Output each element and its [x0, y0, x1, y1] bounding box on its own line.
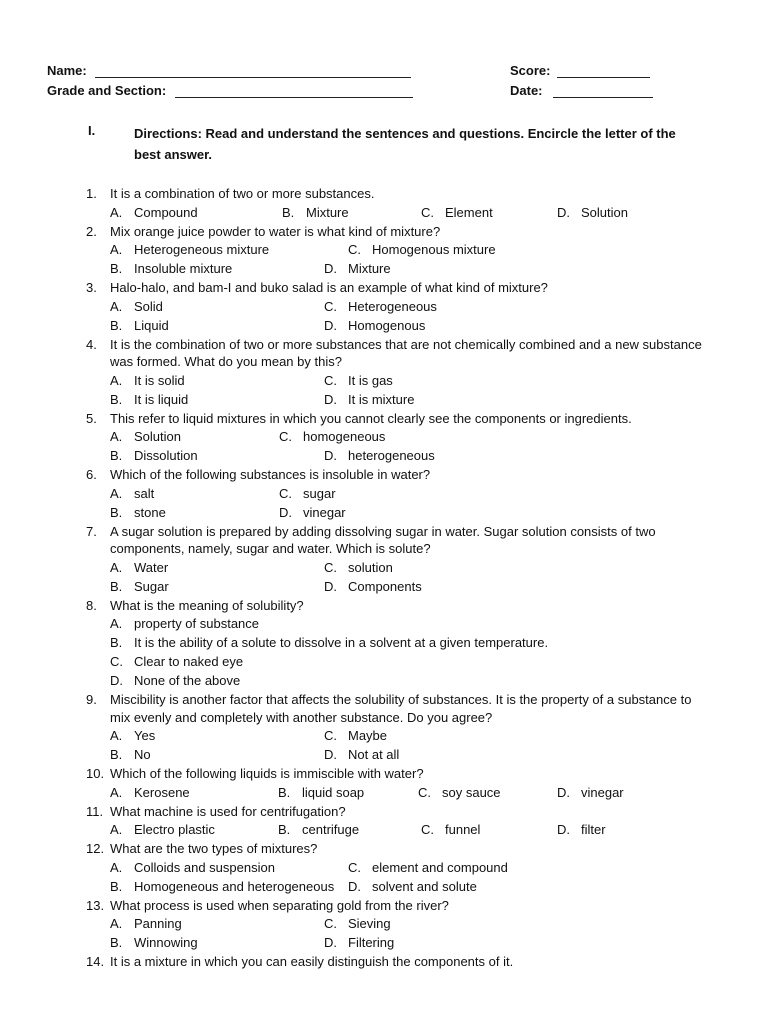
option-letter: D.: [324, 448, 337, 463]
question-text: Miscibility is another factor that affects the solubility of substances. It is the property of a substance to mix evenly and completely with another substance. Do you agree?: [110, 692, 692, 725]
answer-option[interactable]: [278, 820, 359, 839]
question-number: 10.: [86, 766, 105, 781]
question-item: [86, 765, 706, 802]
option-text: Maybe: [348, 728, 388, 743]
question-number: 9.: [86, 692, 97, 707]
option-text: Heterogeneous: [348, 298, 437, 314]
option-letter: B.: [110, 878, 123, 894]
option-row: [86, 633, 706, 652]
answer-option[interactable]: [421, 203, 493, 222]
question-stem: [86, 803, 706, 821]
answer-option[interactable]: [110, 933, 198, 952]
question-number: 3.: [86, 280, 97, 295]
answer-option[interactable]: [282, 203, 349, 222]
option-row: [86, 726, 706, 745]
option-text: vinegar: [303, 504, 346, 520]
option-letter: D.: [324, 317, 337, 333]
answer-option[interactable]: [324, 558, 393, 577]
question-stem: [86, 765, 706, 783]
option-text: property of substance: [134, 616, 260, 631]
option-letter: D.: [324, 578, 337, 594]
option-text: Electro plastic: [134, 822, 215, 837]
question-text: What machine is used for centrifugation?: [110, 803, 346, 819]
option-row: [86, 858, 706, 877]
answer-option[interactable]: [324, 745, 399, 764]
option-row: [86, 877, 706, 896]
question-item: [86, 185, 706, 222]
option-text: element and compound: [372, 859, 508, 875]
option-letter: D.: [324, 747, 337, 762]
answer-option[interactable]: [279, 427, 385, 446]
answer-option[interactable]: [110, 240, 269, 259]
answer-option[interactable]: [421, 820, 480, 839]
option-letter: C.: [279, 485, 292, 501]
option-letter: A.: [110, 242, 123, 257]
option-text: Not at all: [348, 747, 400, 762]
option-text: Compound: [134, 204, 198, 220]
option-text: liquid soap: [302, 784, 365, 800]
option-letter: D.: [110, 673, 123, 688]
grade-section-label: Grade and Section:: [47, 83, 167, 98]
option-letter: C.: [324, 916, 337, 931]
option-text: sugar: [303, 485, 336, 501]
option-text: It is mixture: [348, 391, 415, 407]
question-item: [86, 279, 706, 335]
option-letter: B.: [278, 822, 291, 837]
question-stem: [86, 597, 706, 615]
question-item: [86, 803, 706, 840]
answer-option[interactable]: [110, 203, 198, 222]
option-letter: D.: [324, 261, 337, 276]
answer-option[interactable]: [110, 914, 182, 933]
option-letter: C.: [324, 298, 337, 314]
option-text: Panning: [134, 916, 182, 931]
question-number: 7.: [86, 523, 97, 539]
option-letter: B.: [278, 784, 291, 800]
answer-option[interactable]: [557, 203, 628, 222]
answer-option[interactable]: [110, 820, 215, 839]
answer-option[interactable]: [110, 503, 166, 522]
answer-option[interactable]: [110, 633, 548, 652]
answer-option[interactable]: [110, 783, 190, 802]
option-row: [86, 614, 706, 633]
question-number: 5.: [86, 410, 97, 426]
question-text: Which of the following liquids is immiscible with water?: [110, 766, 424, 781]
answer-option[interactable]: [110, 297, 163, 316]
option-text: Mixture: [306, 204, 349, 220]
option-letter: B.: [282, 204, 295, 220]
question-item: [86, 953, 706, 971]
option-letter: C.: [348, 859, 361, 875]
question-item: [86, 410, 706, 466]
option-letter: D.: [324, 935, 337, 950]
question-number: 11.: [86, 803, 104, 819]
option-text: Water: [134, 559, 169, 575]
option-text: It is gas: [348, 372, 393, 388]
option-text: No: [134, 747, 151, 762]
option-letter: B.: [110, 448, 123, 463]
option-row: [86, 446, 706, 465]
option-row: [86, 933, 706, 952]
option-text: Insoluble mixture: [134, 261, 233, 276]
answer-option[interactable]: [324, 577, 422, 596]
question-text: What are the two types of mixtures?: [110, 841, 318, 856]
answer-option[interactable]: [324, 446, 435, 465]
answer-option[interactable]: [110, 390, 188, 409]
answer-option[interactable]: [324, 259, 391, 278]
question-stem: [86, 466, 706, 484]
question-stem: [86, 953, 706, 971]
question-item: [86, 336, 706, 409]
answer-option[interactable]: [324, 316, 425, 335]
option-letter: A.: [110, 784, 123, 800]
option-text: vinegar: [581, 784, 624, 800]
answer-option[interactable]: [110, 652, 243, 671]
question-item: [86, 840, 706, 896]
option-row: [86, 259, 706, 278]
option-letter: D.: [557, 822, 570, 837]
question-item: [86, 523, 706, 596]
question-stem: [86, 897, 706, 915]
option-row: [86, 503, 706, 522]
option-letter: A.: [110, 372, 123, 388]
question-item: [86, 691, 706, 764]
answer-option[interactable]: [557, 783, 624, 802]
option-letter: C.: [418, 784, 431, 800]
answer-option[interactable]: [324, 933, 394, 952]
option-text: centrifuge: [302, 822, 360, 837]
option-text: Homogeneous and heterogeneous: [134, 878, 335, 894]
answer-option[interactable]: [324, 297, 437, 316]
question-stem: [86, 279, 706, 297]
answer-option[interactable]: [110, 316, 169, 335]
question-text: It is the combination of two or more substances that are not chemically combined and a new substance was formed. What do you mean by this?: [110, 336, 702, 369]
option-text: stone: [134, 504, 166, 520]
option-letter: C.: [279, 429, 292, 444]
question-number: 2.: [86, 223, 97, 239]
question-stem: [86, 223, 706, 241]
option-letter: C.: [324, 559, 337, 575]
answer-option[interactable]: [110, 446, 198, 465]
question-number: 14.: [86, 954, 105, 969]
question-number: 4.: [86, 336, 97, 352]
answer-option[interactable]: [110, 858, 275, 877]
option-text: Kerosene: [134, 784, 190, 800]
question-number: 8.: [86, 597, 97, 613]
option-row: [86, 577, 706, 596]
option-text: solution: [348, 559, 393, 575]
question-text: This refer to liquid mixtures in which you cannot clearly see the components or ingredients.: [110, 410, 632, 426]
answer-option[interactable]: [279, 503, 346, 522]
option-text: soy sauce: [442, 784, 501, 800]
answer-option[interactable]: [110, 745, 151, 764]
question-text: What process is used when separating gold from the river?: [110, 897, 449, 913]
question-item: [86, 897, 706, 953]
option-letter: A.: [110, 822, 123, 837]
option-text: Solid: [134, 298, 163, 314]
option-row: [86, 745, 706, 764]
question-stem: [86, 691, 706, 726]
option-text: Sieving: [348, 916, 391, 931]
option-letter: C.: [324, 728, 337, 743]
name-label: Name:: [47, 63, 87, 78]
option-letter: A.: [110, 298, 123, 314]
option-text: homogeneous: [303, 429, 386, 444]
score-blank: [557, 63, 650, 78]
option-letter: C.: [348, 242, 361, 257]
option-row: [86, 371, 706, 390]
option-text: filter: [581, 822, 606, 837]
option-row: [86, 297, 706, 316]
option-text: Solution: [581, 204, 628, 220]
option-text: Homogenous: [348, 317, 426, 333]
answer-option[interactable]: [348, 858, 508, 877]
option-letter: D.: [324, 391, 337, 407]
answer-option[interactable]: [279, 484, 336, 503]
option-row: [86, 484, 706, 503]
option-letter: D.: [279, 504, 292, 520]
question-stem: [86, 410, 706, 428]
option-text: solvent and solute: [372, 878, 477, 894]
option-letter: A.: [110, 916, 123, 931]
option-text: Heterogeneous mixture: [134, 242, 270, 257]
option-letter: A.: [110, 859, 123, 875]
answer-option[interactable]: [110, 371, 185, 390]
option-text: Clear to naked eye: [134, 654, 244, 669]
question-stem: [86, 523, 706, 558]
question-number: 6.: [86, 467, 97, 482]
answer-option[interactable]: [110, 484, 154, 503]
question-text: What is the meaning of solubility?: [110, 597, 304, 613]
option-text: It is the ability of a solute to dissolve in a solvent at a given temperature.: [134, 635, 549, 650]
question-text: It is a combination of two or more substances.: [110, 186, 375, 201]
directions-text: Directions: Read and understand the sentences and questions. Encircle the letter of the best answer.: [134, 126, 676, 162]
answer-option[interactable]: [110, 671, 240, 690]
option-letter: B.: [110, 504, 123, 520]
score-label: Score:: [510, 63, 551, 78]
question-text: Which of the following substances is insoluble in water?: [110, 467, 431, 482]
option-text: It is liquid: [134, 391, 189, 407]
option-text: Element: [445, 204, 493, 220]
option-letter: A.: [110, 616, 123, 631]
option-text: Mixture: [348, 261, 391, 276]
question-number: 12.: [86, 841, 105, 856]
option-letter: C.: [421, 822, 434, 837]
question-item: [86, 466, 706, 522]
option-letter: D.: [557, 784, 570, 800]
option-letter: B.: [110, 747, 123, 762]
option-letter: A.: [110, 559, 123, 575]
option-letter: C.: [324, 372, 337, 388]
answer-option[interactable]: [110, 726, 155, 745]
option-row: [86, 914, 706, 933]
grade-section-blank: [175, 83, 413, 98]
option-text: heterogeneous: [348, 448, 435, 463]
question-number: 1.: [86, 186, 97, 201]
option-text: Solution: [134, 429, 181, 444]
option-row: [86, 316, 706, 335]
option-text: funnel: [445, 822, 481, 837]
answer-option[interactable]: [110, 577, 169, 596]
option-text: Yes: [134, 728, 156, 743]
option-letter: B.: [110, 261, 123, 276]
option-row: [86, 820, 706, 839]
question-text: A sugar solution is prepared by adding dissolving sugar in water. Sugar solution consists of two components, namely, sugar and water. Which is solute?: [110, 523, 656, 556]
question-stem: [86, 185, 706, 203]
answer-option[interactable]: [110, 877, 334, 896]
question-text: Mix orange juice powder to water is what kind of mixture?: [110, 223, 441, 239]
option-letter: B.: [110, 635, 123, 650]
question-text: Halo-halo, and bam-I and buko salad is an example of what kind of mixture?: [110, 280, 548, 295]
option-text: None of the above: [134, 673, 241, 688]
answer-option[interactable]: [110, 259, 232, 278]
option-letter: C.: [110, 654, 123, 669]
option-row: [86, 652, 706, 671]
option-letter: B.: [110, 935, 123, 950]
option-letter: C.: [421, 204, 434, 220]
option-letter: A.: [110, 728, 123, 743]
answer-option[interactable]: [557, 820, 606, 839]
answer-option[interactable]: [348, 877, 477, 896]
option-row: [86, 783, 706, 802]
date-label: Date:: [510, 83, 543, 98]
question-list: [86, 185, 706, 971]
answer-option[interactable]: [324, 914, 391, 933]
option-text: Homogenous mixture: [372, 242, 496, 257]
option-letter: D.: [557, 204, 570, 220]
header-row-name: [47, 63, 667, 81]
answer-option[interactable]: [110, 558, 168, 577]
option-row: [86, 390, 706, 409]
option-text: Filtering: [348, 935, 395, 950]
answer-option[interactable]: [110, 614, 259, 633]
question-item: [86, 223, 706, 279]
option-letter: D.: [348, 878, 361, 894]
option-text: Winnowing: [134, 935, 198, 950]
answer-option[interactable]: [324, 390, 414, 409]
answer-option[interactable]: [418, 783, 501, 802]
answer-option[interactable]: [324, 726, 387, 745]
answer-option[interactable]: [278, 783, 364, 802]
option-row: [86, 203, 706, 222]
option-letter: A.: [110, 204, 123, 220]
option-text: Colloids and suspension: [134, 859, 275, 875]
answer-option[interactable]: [324, 371, 393, 390]
option-text: Sugar: [134, 578, 169, 594]
header-row-grade: [47, 83, 667, 101]
option-text: Components: [348, 578, 422, 594]
option-letter: B.: [110, 391, 123, 407]
option-letter: B.: [110, 317, 123, 333]
option-row: [86, 558, 706, 577]
name-blank: [95, 63, 411, 78]
option-row: [86, 671, 706, 690]
option-letter: A.: [110, 429, 123, 444]
question-stem: [86, 336, 706, 371]
section-number: I.: [88, 123, 96, 138]
question-stem: [86, 840, 706, 858]
question-item: [86, 597, 706, 691]
option-letter: A.: [110, 485, 123, 501]
date-blank: [553, 83, 653, 98]
answer-option[interactable]: [348, 240, 496, 259]
question-text: It is a mixture in which you can easily distinguish the components of it.: [110, 954, 514, 969]
answer-option[interactable]: [110, 427, 181, 446]
question-number: 13.: [86, 897, 105, 913]
option-letter: B.: [110, 578, 123, 594]
option-text: Dissolution: [134, 448, 198, 463]
option-row: [86, 240, 706, 259]
option-text: salt: [134, 485, 155, 501]
option-text: Liquid: [134, 317, 169, 333]
option-text: It is solid: [134, 372, 185, 388]
option-row: [86, 427, 706, 446]
